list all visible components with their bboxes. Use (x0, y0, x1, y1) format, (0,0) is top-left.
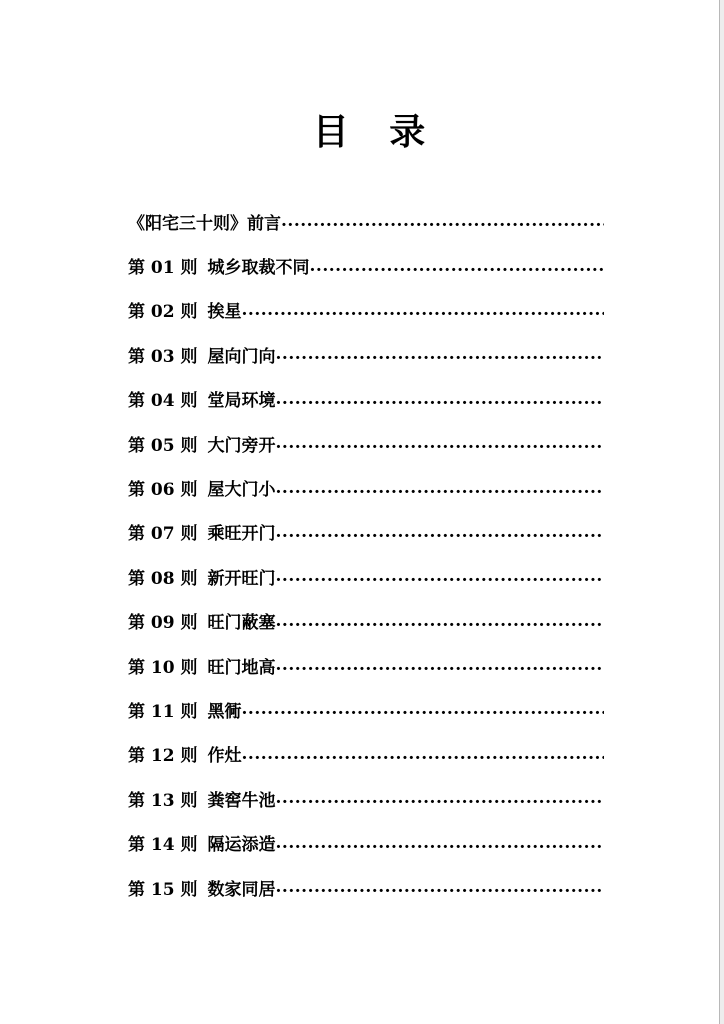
toc-leader-dots (276, 433, 605, 453)
toc-entry-number: 第 07 则 (128, 524, 198, 545)
toc-entry-number: 第 13 则 (128, 790, 198, 811)
toc-entry-title: 城乡取裁不同 (207, 258, 310, 279)
page-title: 目 录 (312, 111, 440, 153)
toc-entry[interactable] (128, 510, 604, 554)
toc-entry[interactable] (128, 599, 604, 643)
toc-entry[interactable] (128, 776, 604, 820)
toc-entry-number: 第 01 则 (128, 258, 198, 279)
toc-entry-title: 黑衕 (207, 701, 242, 722)
toc-entry-number: 第 06 则 (128, 480, 198, 501)
toc-leader-dots (276, 611, 605, 631)
toc-entry-number: 第 08 则 (128, 568, 198, 589)
toc-leader-dots (276, 522, 605, 542)
toc-leader-dots (276, 478, 605, 498)
toc-entry-number: 第 10 则 (128, 657, 198, 678)
toc-entry-title: 屋向门向 (207, 346, 276, 367)
toc-entry[interactable] (128, 377, 604, 421)
toc-leader-dots (276, 833, 605, 853)
toc-entry-number: 第 15 则 (128, 879, 198, 900)
toc-entry[interactable] (128, 865, 604, 909)
toc-entry-number: 第 09 则 (128, 613, 198, 634)
table-of-contents (128, 199, 604, 909)
toc-leader-dots (276, 877, 605, 897)
toc-entry-number: 第 04 则 (128, 391, 198, 412)
toc-entry-number: 第 03 则 (128, 346, 198, 367)
toc-entry-title: 粪窖牛池 (207, 790, 276, 811)
toc-entry-preface[interactable] (128, 199, 604, 243)
toc-entry-title: 大门旁开 (207, 435, 276, 456)
toc-entry[interactable] (128, 643, 604, 687)
toc-entry-number: 第 02 则 (128, 302, 198, 323)
toc-entry-title: 屋大门小 (207, 480, 276, 501)
toc-entry-number: 第 12 则 (128, 746, 198, 767)
toc-leader-dots (276, 389, 605, 409)
toc-entry-title: 旺门蔽塞 (207, 613, 276, 634)
toc-entry[interactable] (128, 732, 604, 776)
toc-entry-number: 第 11 则 (128, 701, 198, 722)
toc-entry[interactable] (128, 554, 604, 598)
toc-leader-dots (276, 344, 605, 364)
toc-leader-dots (242, 699, 605, 719)
toc-entry-title: 挨星 (207, 302, 242, 323)
toc-entry-title: 新开旺门 (207, 568, 276, 589)
toc-leader-dots (276, 566, 605, 586)
toc-entry-title: 隔运添造 (207, 835, 276, 856)
toc-entry-number: 第 14 则 (128, 835, 198, 856)
toc-entry[interactable] (128, 421, 604, 465)
toc-entry-title: 作灶 (207, 746, 242, 767)
toc-entry[interactable] (128, 687, 604, 731)
toc-entry[interactable] (128, 332, 604, 376)
toc-leader-dots (276, 788, 605, 808)
toc-leader-dots (242, 300, 605, 320)
toc-leader-dots (281, 211, 604, 231)
toc-entry[interactable] (128, 288, 604, 332)
toc-entry-title: 旺门地高 (207, 657, 276, 678)
toc-leader-dots (276, 655, 605, 675)
toc-entry-title: 数家同居 (207, 879, 276, 900)
toc-entry-title: 《阳宅三十则》前言 (128, 213, 281, 234)
toc-entry-number: 第 05 则 (128, 435, 198, 456)
toc-entry[interactable] (128, 465, 604, 509)
toc-leader-dots (310, 256, 605, 276)
toc-entry[interactable] (128, 243, 604, 287)
toc-entry-title: 堂局环境 (207, 391, 276, 412)
toc-entry-title: 乘旺开门 (207, 524, 276, 545)
toc-entry[interactable] (128, 820, 604, 864)
toc-leader-dots (242, 744, 605, 764)
